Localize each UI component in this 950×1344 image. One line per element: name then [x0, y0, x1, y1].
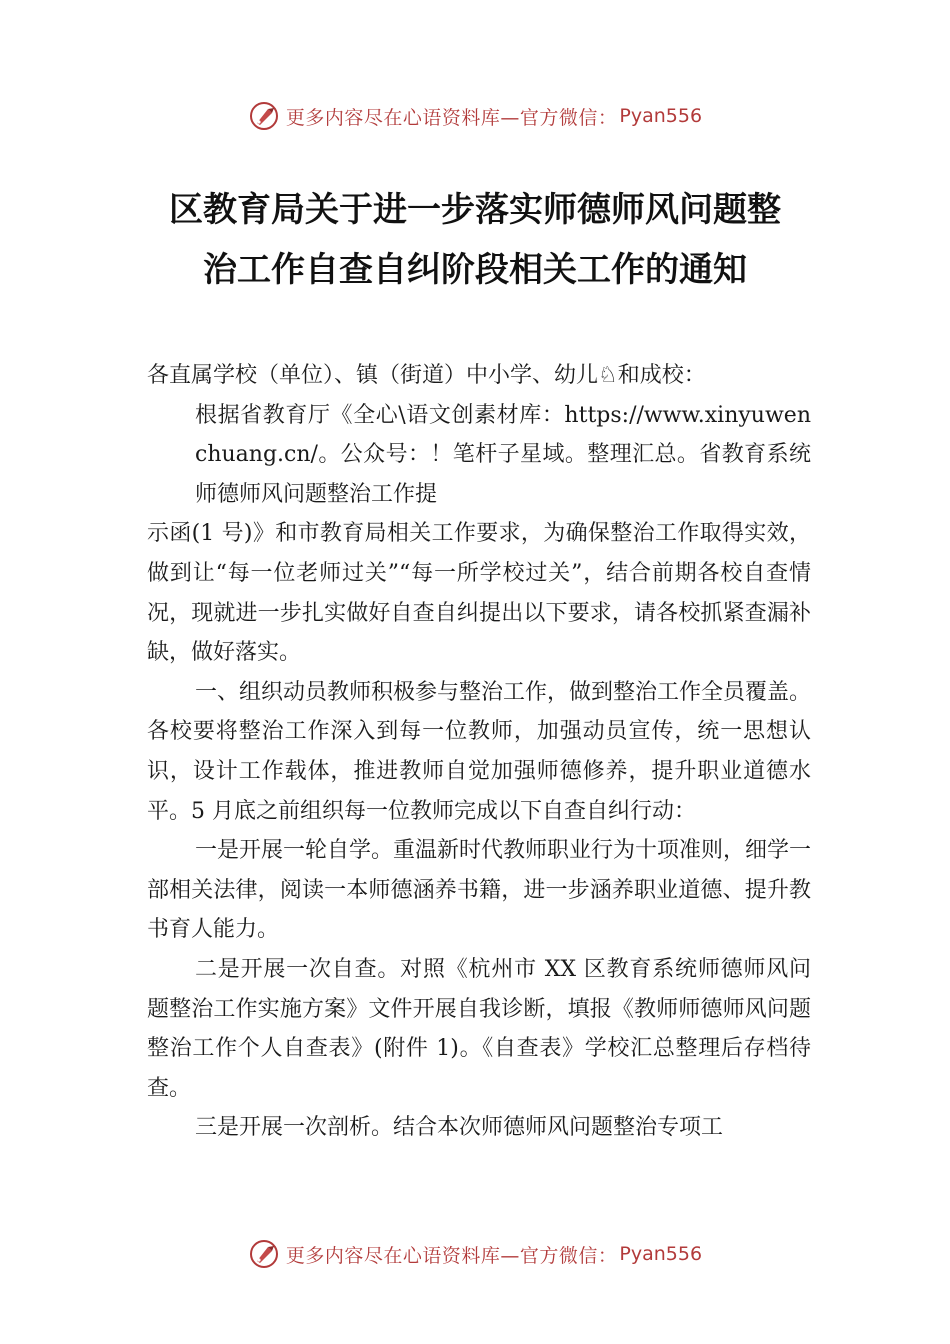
watermark-handle: Pyan556 — [619, 105, 703, 127]
paragraph-2: 一、组织动员教师积极参与整治工作，做到整治工作全员覆盖。各校要将整治工作深入到每一位教师，加强动员宣传，统一思想认识，设计工作载体，推进教师自觉加强师德修养，提升职业道德水平。5 月底之前组织每一位教师完成以下自查自纠行动： — [147, 679, 812, 824]
salutation: 各直属学校（单位）、镇（街道）中小学、幼儿♘和成校： — [147, 363, 706, 388]
paragraph-5: 三是开展一次剖析。结合本次师德师风问题整治专项工 — [195, 1115, 724, 1141]
title-line-1: 区教育局关于进一步落实师德师风问题整 — [169, 190, 781, 230]
watermark-handle: Pyan556 — [619, 1243, 703, 1265]
paragraph-1-continued: 示函(1 号)》和市教育局相关工作要求，为确保整治工作取得实效，做到让“每一位老师过关”“每一所学校过关”，结合前期各校自查情况，现就进一步扎实做好自查自纠提出以下要求，请各校抓紧查漏补缺，做好落实。 — [147, 521, 811, 666]
watermark-text: 更多内容尽在心语资料库—官方微信： — [285, 106, 618, 129]
watermark-text: 更多内容尽在心语资料库—官方微信： — [285, 1244, 618, 1267]
paragraph-1-intro: 根据省教育厅《全心\语文创素材库：https://www.xinyuwenchuang.cn/。公众号：！笔杆子星域。整理汇总。省教育系统师德师风问题整治工作提 — [195, 402, 811, 507]
title-line-2: 治工作自查自纠阶段相关工作的通知 — [203, 250, 747, 290]
document-title — [0, 180, 950, 300]
document-body — [147, 356, 811, 1148]
paragraph-4: 二是开展一次自查。对照《杭州市 XX 区教育系统师德师风问题整治工作实施方案》文件开展自我诊断，填报《教师师德师风问题整治工作个人自查表》(附件 1)。《自查表》学校汇总整理后存档待查。 — [147, 956, 811, 1101]
watermark-footer — [0, 1234, 950, 1274]
pen-nib-circle-icon — [248, 1238, 280, 1270]
paragraph-3: 一是开展一轮自学。重温新时代教师职业行为十项准则，细学一部相关法律，阅读一本师德涵养书籍，进一步涵养职业道德、提升教书育人能力。 — [147, 838, 812, 943]
watermark-header — [0, 96, 950, 136]
pen-nib-circle-icon — [248, 100, 280, 132]
